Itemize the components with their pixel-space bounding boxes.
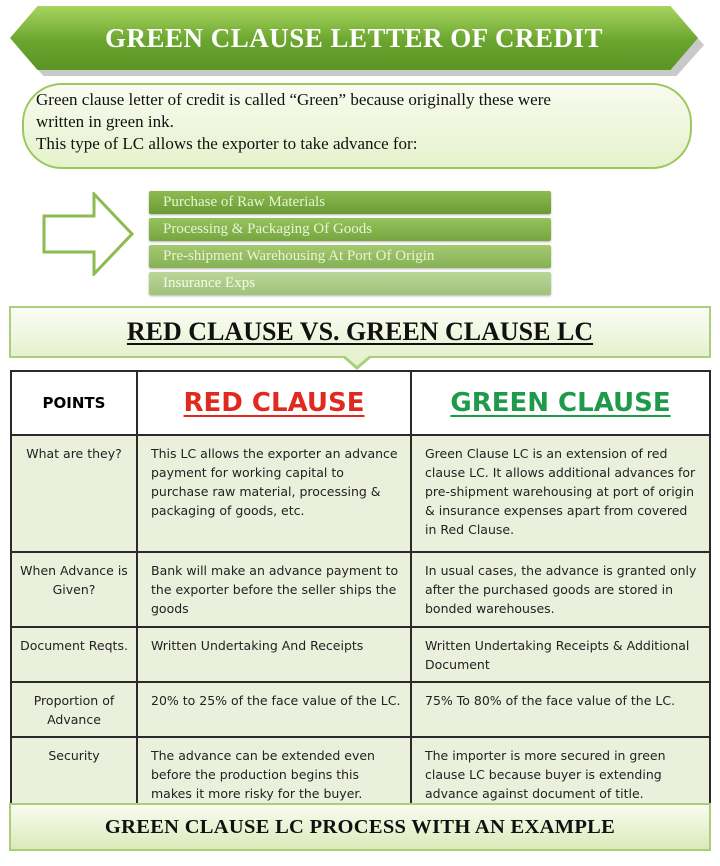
green-cell: Written Undertaking Receipts & Additional Document bbox=[411, 627, 710, 682]
list-item: Processing & Packaging Of Goods bbox=[149, 218, 551, 241]
red-cell: Bank will make an advance payment to the exporter before the seller ships the goods bbox=[137, 552, 411, 627]
intro-line-3: This type of LC allows the exporter to take advance for: bbox=[36, 134, 418, 153]
table-row bbox=[11, 737, 710, 812]
right-arrow-icon bbox=[42, 192, 134, 276]
page-title: GREEN CLAUSE LETTER OF CREDIT bbox=[104, 23, 604, 53]
red-cell: Written Undertaking And Receipts bbox=[137, 627, 411, 682]
table-header-row bbox=[11, 371, 710, 435]
point-cell: Document Reqts. bbox=[11, 627, 137, 682]
green-cell: In usual cases, the advance is granted only after the purchased goods are stored in bonded warehouses. bbox=[411, 552, 710, 627]
green-cell: 75% To 80% of the face value of the LC. bbox=[411, 682, 710, 737]
comparison-heading-box bbox=[9, 306, 711, 358]
title-banner bbox=[10, 6, 698, 76]
list-item: Pre-shipment Warehousing At Port Of Origin bbox=[149, 245, 551, 268]
list-item: Insurance Exps bbox=[149, 272, 551, 295]
comparison-table bbox=[10, 370, 711, 813]
red-cell: The advance can be extended even before the production begins this makes it more risky for the buyer. bbox=[137, 737, 411, 812]
header-red-clause: RED CLAUSE bbox=[137, 371, 411, 435]
table-row bbox=[11, 682, 710, 737]
advance-uses-list bbox=[149, 191, 551, 299]
intro-line-2: written in green ink. bbox=[36, 112, 174, 131]
list-item: Purchase of Raw Materials bbox=[149, 191, 551, 214]
green-cell: The importer is more secured in green clause LC because buyer is extending advance against document of title. bbox=[411, 737, 710, 812]
green-cell: Green Clause LC is an extension of red clause LC. It allows additional advances for pre-shipment warehousing at port of origin & insurance expenses apart from covered in Red Clause. bbox=[411, 435, 710, 552]
intro-callout bbox=[22, 83, 692, 169]
table-row bbox=[11, 552, 710, 627]
header-points: POINTS bbox=[11, 371, 137, 435]
point-cell: What are they? bbox=[11, 435, 137, 552]
footer-heading-box bbox=[9, 803, 711, 851]
red-cell: 20% to 25% of the face value of the LC. bbox=[137, 682, 411, 737]
table-row bbox=[11, 627, 710, 682]
heading-pointer-fill bbox=[344, 355, 370, 366]
red-cell: This LC allows the exporter an advance payment for working capital to purchase raw material, processing & packaging of goods, etc. bbox=[137, 435, 411, 552]
table-row bbox=[11, 435, 710, 552]
point-cell: Security bbox=[11, 737, 137, 812]
point-cell: Proportion of Advance bbox=[11, 682, 137, 737]
header-green-clause: GREEN CLAUSE bbox=[411, 371, 710, 435]
intro-line-1: Green clause letter of credit is called “Green” because originally these were bbox=[36, 90, 551, 109]
comparison-title: RED CLAUSE VS. GREEN CLAUSE LC bbox=[126, 317, 594, 346]
footer-title: GREEN CLAUSE LC PROCESS WITH AN EXAMPLE bbox=[104, 816, 616, 838]
point-cell: When Advance is Given? bbox=[11, 552, 137, 627]
